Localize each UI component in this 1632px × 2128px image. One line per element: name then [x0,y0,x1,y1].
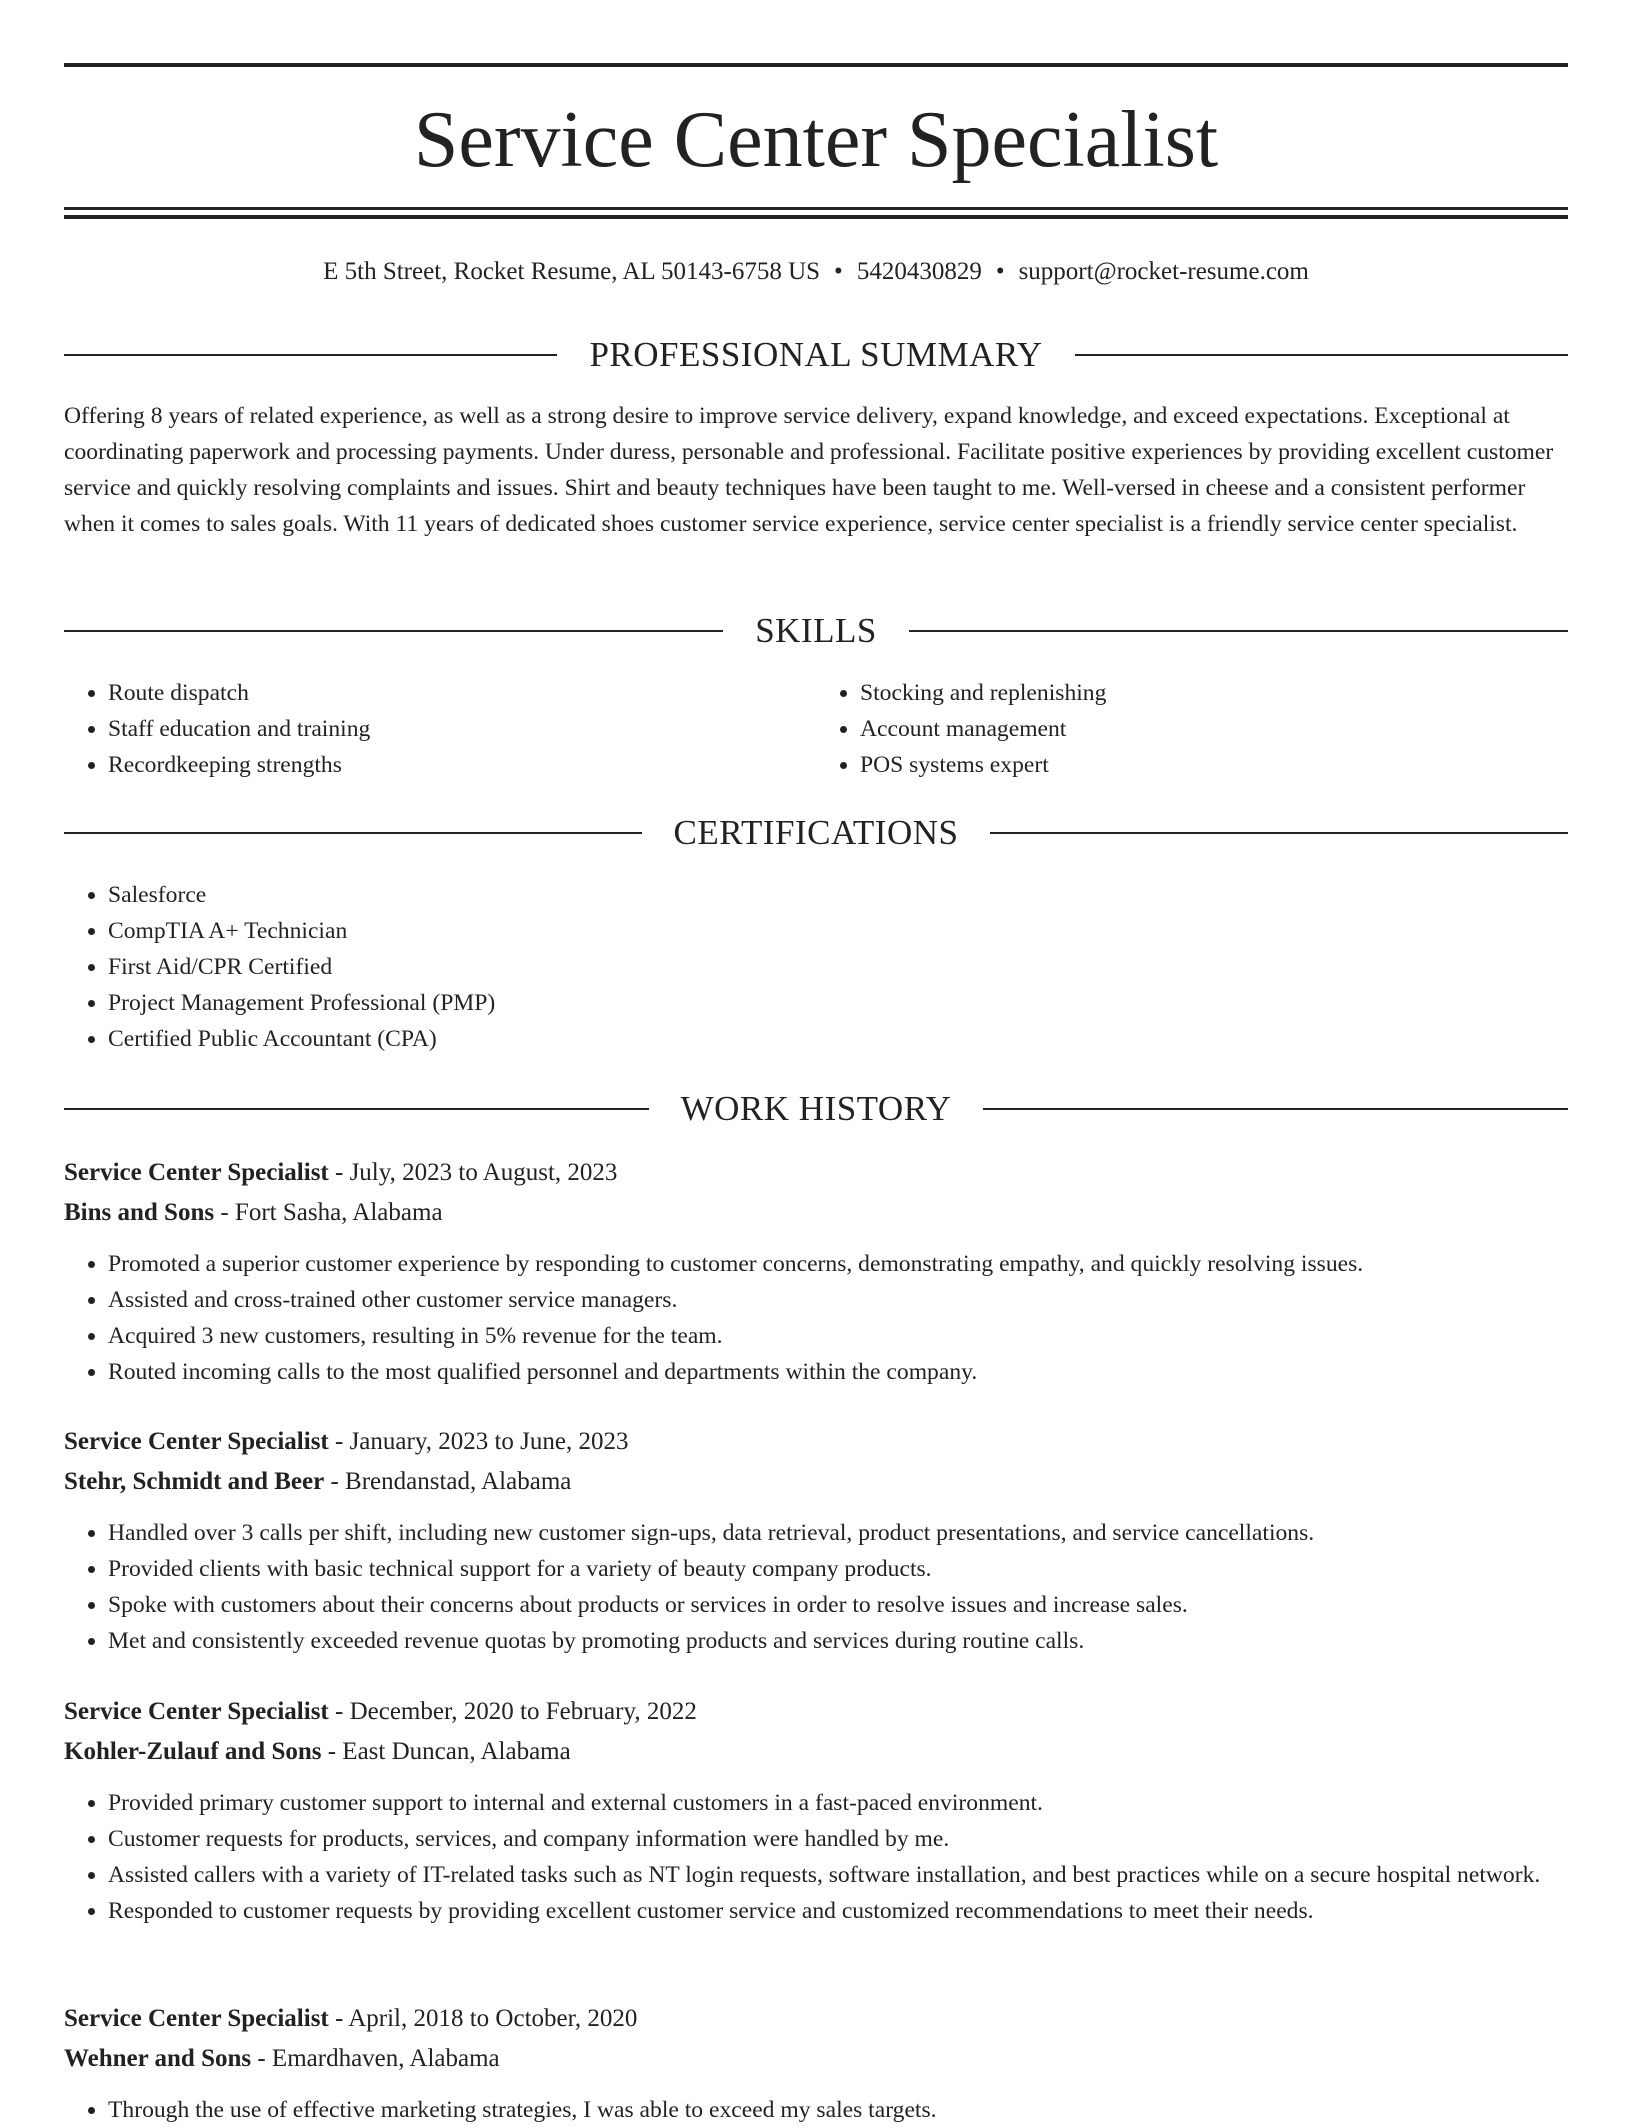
summary-paragraph: Offering 8 years of related experience, as well as a strong desire to improve service delivery, expand knowledge, and exceed expectations. Exceptional at coordinating paperwork and processing payments. Under duress, personable and professional. Facilitate positive experiences by providing excellent customer service and quickly resolving complaints and issues. Shirt and beauty techniques have been taught to me. Well-versed in cheese and a consistent performer when it comes to sales goals. With 11 years of dedicated shoes customer service experience, service center specialist is a friendly service center specialist. [64,403,1554,537]
summary-section-heading [64,333,1568,377]
job-title: Service Center Specialist [64,2005,329,2032]
job-bullet: • Promoted a superior customer experience by responding to customer concerns, demonstrating empathy, and quickly resolving issues. [108,1246,1568,1282]
certification-item: • Certified Public Accountant (CPA) [108,1021,1568,1057]
heading-rule-right [909,630,1568,632]
job-company-line [64,1462,1568,1502]
job-company: Bins and Sons [64,1199,215,1226]
contact-line [64,252,1568,292]
certifications-list [64,877,1568,1057]
contact-separator: • [834,258,843,285]
skills-section-heading [64,609,1568,653]
job-location: - Brendanstad, Alabama [324,1468,572,1495]
heading-rule-left [64,832,642,834]
skills-list [64,675,1568,783]
certification-item: • CompTIA A+ Technician [108,913,1568,949]
work-history-heading-label: WORK HISTORY [680,1089,952,1128]
contact-separator: • [995,258,1005,285]
certification-item: • Project Management Professional (PMP) [108,985,1568,1021]
skill-item: • Staff education and training [108,711,816,747]
work-entry [64,1999,1568,2128]
job-title: Service Center Specialist [64,1159,329,1186]
job-bullets [64,2092,1568,2128]
job-company: Stehr, Schmidt and Beer [64,1468,325,1495]
job-bullet: • Provided clients with basic technical support for a variety of beauty company products. [108,1551,1568,1587]
job-bullet: • Customer requests for products, services, and company information were handled by me. [108,1821,1568,1857]
job-bullet: • Assisted and cross-trained other customer service managers. [108,1282,1568,1318]
work-entry [64,1692,1568,1929]
job-company-line [64,2039,1568,2079]
job-bullets [64,1515,1568,1659]
certification-item: • Salesforce [108,877,1568,913]
heading-rule-left [64,630,723,632]
skill-item: • Stocking and replenishing [860,675,1568,711]
job-company-line [64,1732,1568,1772]
work-entry [64,1153,1568,1390]
certifications-section-heading [64,811,1568,855]
skills-column-right [816,675,1568,783]
job-title-line [64,1692,1568,1732]
contact-address: E 5th Street, Rocket Resume, AL 50143-6758 US [323,258,821,285]
job-title: Service Center Specialist [64,1428,329,1455]
certifications-heading-label: CERTIFICATIONS [673,813,959,852]
skill-item: • Account management [860,711,1568,747]
heading-rule-left [64,1108,649,1110]
heading-rule-right [990,832,1568,834]
job-title-line [64,1422,1568,1462]
work-history-section-heading [64,1087,1568,1131]
title-rule-lower [64,215,1568,219]
skill-item: • Recordkeeping strengths [108,747,816,783]
job-bullet: • Acquired 3 new customers, resulting in 5% revenue for the team. [108,1318,1568,1354]
job-title: Service Center Specialist [64,1698,329,1725]
job-location: - Fort Sasha, Alabama [214,1199,443,1226]
heading-rule-right [1075,354,1568,356]
job-bullet: • Through the use of effective marketing strategies, I was able to exceed my sales targets. [108,2092,1568,2128]
work-entry [64,1422,1568,1659]
heading-rule-left [64,354,557,356]
resume-title: Service Center Specialist [413,96,1219,184]
skills-heading-label: SKILLS [755,611,877,650]
job-dates: - April, 2018 to October, 2020 [328,2005,638,2032]
job-company: Kohler-Zulauf and Sons [64,1738,322,1765]
job-bullets [64,1246,1568,1390]
job-location: - Emardhaven, Alabama [251,2045,500,2072]
job-bullets [64,1785,1568,1929]
skill-item: • Route dispatch [108,675,816,711]
skills-column-left [64,675,816,783]
job-bullet: • Assisted callers with a variety of IT-related tasks such as NT login requests, software installation, and best practices while on a secure hospital network. [108,1857,1568,1893]
top-rule [64,63,1568,67]
job-title-line [64,1153,1568,1193]
job-bullet: • Spoke with customers about their concerns about products or services in order to resolve issues and increase sales. [108,1587,1568,1623]
contact-email: support@rocket-resume.com [1018,258,1309,285]
job-bullet: • Met and consistently exceeded revenue quotas by promoting products and services during routine calls. [108,1623,1568,1659]
job-title-line [64,1999,1568,2039]
job-bullet: • Responded to customer requests by providing excellent customer service and customized recommendations to meet their needs. [108,1893,1568,1929]
job-dates: - December, 2020 to February, 2022 [328,1698,697,1725]
job-company-line [64,1193,1568,1233]
heading-rule-right [983,1108,1568,1110]
title-rule-upper [64,207,1568,210]
job-location: - East Duncan, Alabama [321,1738,571,1765]
job-bullet: • Handled over 3 calls per shift, including new customer sign-ups, data retrieval, product presentations, and service cancellations. [108,1515,1568,1551]
job-bullet: • Provided primary customer support to internal and external customers in a fast-paced environment. [108,1785,1568,1821]
summary-heading-label: PROFESSIONAL SUMMARY [589,335,1043,374]
contact-phone: 5420430829 [856,258,982,285]
skill-item: • POS systems expert [860,747,1568,783]
job-bullet: • Routed incoming calls to the most qualified personnel and departments within the company. [108,1354,1568,1390]
job-dates: - July, 2023 to August, 2023 [328,1159,618,1186]
job-company: Wehner and Sons [64,2045,252,2072]
certification-item: • First Aid/CPR Certified [108,949,1568,985]
job-dates: - January, 2023 to June, 2023 [328,1428,629,1455]
